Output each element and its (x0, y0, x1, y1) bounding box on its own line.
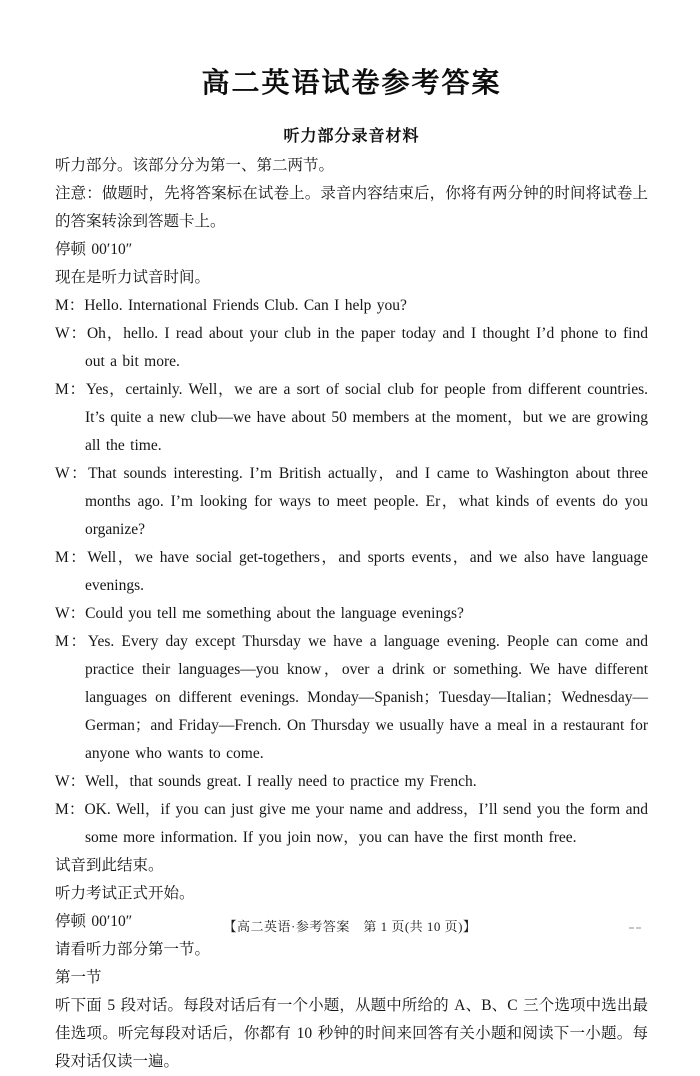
pause-line: 停顿 00′10″ (55, 241, 133, 258)
notice-line: 注意：做题时，先将答案标在试卷上。录音内容结束后，你将有两分钟的时间将试卷上的答案转涂到答题卡上。 (55, 185, 648, 230)
instructions-line: 听下面 5 段对话。每段对话后有一个小题，从题中所给的 A、B、C 三个选项中选出最佳选项。听完每段对话后，你都有 10 秒钟的时间来回答有关小题和阅读下一小题。每段对话仅读一遍。 (55, 997, 648, 1070)
speaker-label: M： (55, 633, 88, 650)
dialogue-line (55, 544, 648, 600)
dialogue-line (55, 768, 648, 796)
dialogue-text: Well，that sounds great. I really need to practice my French. (85, 773, 477, 790)
dialogue-line (55, 600, 648, 628)
dialogue-line (55, 320, 648, 376)
document-title: 高二英语试卷参考答案 (201, 67, 502, 98)
dialogue-text: Well，we have social get-togethers，and sports events，and we also have language evenings. (85, 549, 648, 594)
page-footer: 【高二英语·参考答案 第 1 页(共 10 页)】 (223, 919, 477, 934)
dialogue-line (55, 376, 648, 460)
scan-artifact (629, 927, 644, 931)
speaker-label: M： (55, 381, 86, 398)
text-line: 请看听力部分第一节。 (55, 941, 211, 958)
dialogue-text: Yes，certainly. Well，we are a sort of social club for people from different countries. It’s quite a new club—we have about 50 members at the moment，but we are growing all the time. (85, 381, 648, 454)
speaker-label: M： (55, 801, 85, 818)
text-line: 听力部分。该部分分为第一、第二两节。 (55, 157, 335, 174)
speaker-label: W： (55, 465, 89, 482)
listening-script (55, 152, 648, 1076)
dialogue-line (55, 292, 648, 320)
dialogue-text: OK. Well，if you can just give me your name and address，I’ll send you the form and some more information. If you join now，you can have the first month free. (84, 801, 648, 846)
dialogue-text: Hello. International Friends Club. Can I help you? (84, 297, 407, 314)
text-line: 听力考试正式开始。 (55, 885, 195, 902)
dialogue-line (55, 460, 648, 544)
speaker-label: W： (55, 773, 86, 790)
dialogue-text: Could you tell me something about the language evenings? (85, 605, 464, 622)
speaker-label: M： (55, 549, 88, 566)
speaker-label: M： (55, 297, 85, 314)
dialogue-text: Yes. Every day except Thursday we have a language evening. People can come and practice their languages—you know，over a drink or something. We have different languages on different evenings. Monday—Spanish；Tuesday—Italian；Wednesday—German；and Friday—French. On Thursday we usually have a meal in a restaurant for anyone who wants to come. (85, 633, 648, 762)
pause-line: 停顿 00′10″ (55, 913, 133, 930)
section-one-label: 第一节 (55, 969, 102, 986)
speaker-label: W： (55, 605, 86, 622)
dialogue-text: Oh，hello. I read about your club in the paper today and I thought I’d phone to find out a bit more. (85, 325, 648, 370)
text-line: 现在是听力试音时间。 (55, 269, 211, 286)
dialogue-line (55, 628, 648, 768)
section-heading: 听力部分录音材料 (283, 128, 420, 145)
speaker-label: W： (55, 325, 87, 342)
dialogue-text: That sounds interesting. I’m British actually，and I came to Washington about three months ago. I’m looking for ways to meet people. Er，what kinds of events do you organize? (85, 465, 648, 538)
text-line: 试音到此结束。 (55, 857, 164, 874)
dialogue-line (55, 796, 648, 852)
